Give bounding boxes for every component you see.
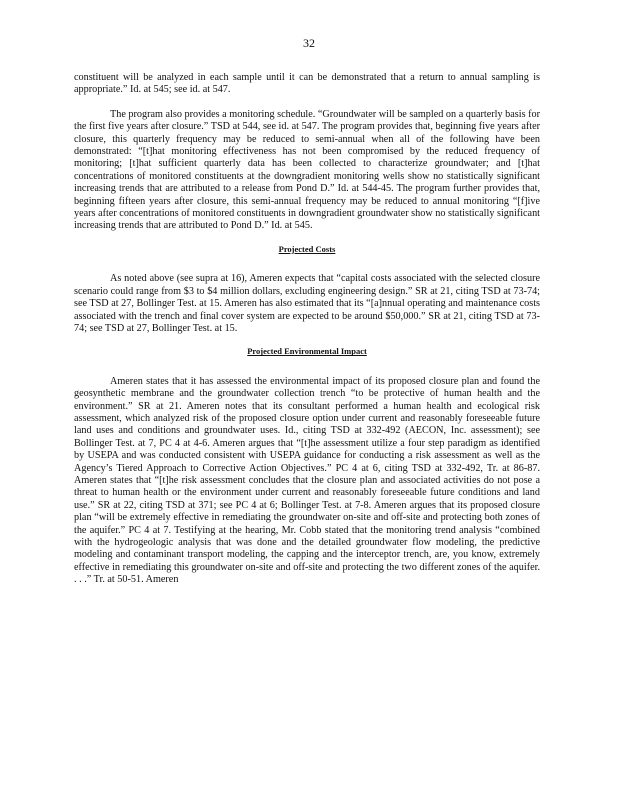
paragraph: constituent will be analyzed in each sample until it can be demonstrated that a return to annual sampling is appropriate.” Id. at 545; see id. at 547. <box>74 72 540 96</box>
paragraph: As noted above (see supra at 16), Ameren expects that “capital costs associated with the selected closure scenario could range from $3 to $4 million dollars, excluding engineering design.” SR at 21, citing TSD at 73-74; see TSD at 27, Bollinger Test. at 15. Ameren has also estimated that its “[a]nnual operating and maintenance costs associated with the trench and final cover system are expected to be around $50,000.” SR at 21, citing TSD at 73-74; see TSD at 27, Bollinger Test. at 15. <box>74 273 540 334</box>
paragraph: The program also provides a monitoring schedule. “Groundwater will be sampled on a quarterly basis for the first five years after closure.” TSD at 544, see id. at 547. The program provides that, beginning five years after closure, this quarterly frequency may be reduced to semi-annual when all of the following have been demonstrated: “[t]hat monitoring effectiveness has not been compromised by the reduced frequency of monitoring; [t]hat sufficient quarterly data has been collected to characterize groundwater; and [t]hat concentrations of monitored constituents at the downgradient monitoring wells show no statistically significant increasing trends that are attributed to a release from Pond D.” Id. at 544-45. The program further provides that, beginning fifteen years after closure, this semi-annual frequency may be reduced to annual monitoring “[f]ive years after concentrations of monitored constituents in downgradient groundwater show no statistically significant increasing trends that are attributed to Pond D.” Id. at 545. <box>74 108 540 232</box>
section-heading-projected-environmental-impact: Projected Environmental Impact <box>247 346 367 357</box>
document-body <box>74 72 540 587</box>
section-heading-projected-costs: Projected Costs <box>278 243 336 254</box>
page-number: 32 <box>303 36 315 50</box>
paragraph: Ameren states that it has assessed the environmental impact of its proposed closure plan and found the geosynthetic membrane and the groundwater collection trench “to be protective of human health and the environment.” SR at 21. Ameren notes that its consultant performed a human health and ecological risk assessment, which analyzed risk of the proposed closure option under current and reasonably foreseeable future land uses and conditions and groundwater uses. Id., citing TSD at 332-492 (AECON, Inc. assessment); see Bollinger Test. at 7, PC 4 at 4-6. Ameren argues that “[t]he assessment utilize a four step paradigm as identified by USEPA and was conducted consistent with USEPA guidance for conducting a risk assessment as well as the Agency’s Tiered Approach to Corrective Action Objectives.” PC 4 at 6, citing TSD at 332-492, Tr. at 86-87. Ameren states that “[t]he risk assessment concludes that the closure plan and associated activities do not pose a threat to human health or the environment under current and reasonably foreseeable future conditions and land use.” SR at 22, citing TSD at 371; see PC 4 at 6; Bollinger Test. at 7-8. Ameren argues that its proposed closure plan “will be extremely effective in remediating the groundwater on-site and off-site and protecting both zones of the aquifer.” PC 4 at 7. Testifying at the hearing, Mr. Cobb stated that the monitoring trend analysis “combined with the hydrogeologic analysis that was done and the detailed groundwater flow modeling, the predictive modeling and contaminant transport modeling, the capping and the interceptor trench, are, you know, extremely effective in remediating this groundwater on-site and off-site and protecting the two different zones of the aquifer. . . .” Tr. at 50-51. Ameren <box>74 375 540 586</box>
